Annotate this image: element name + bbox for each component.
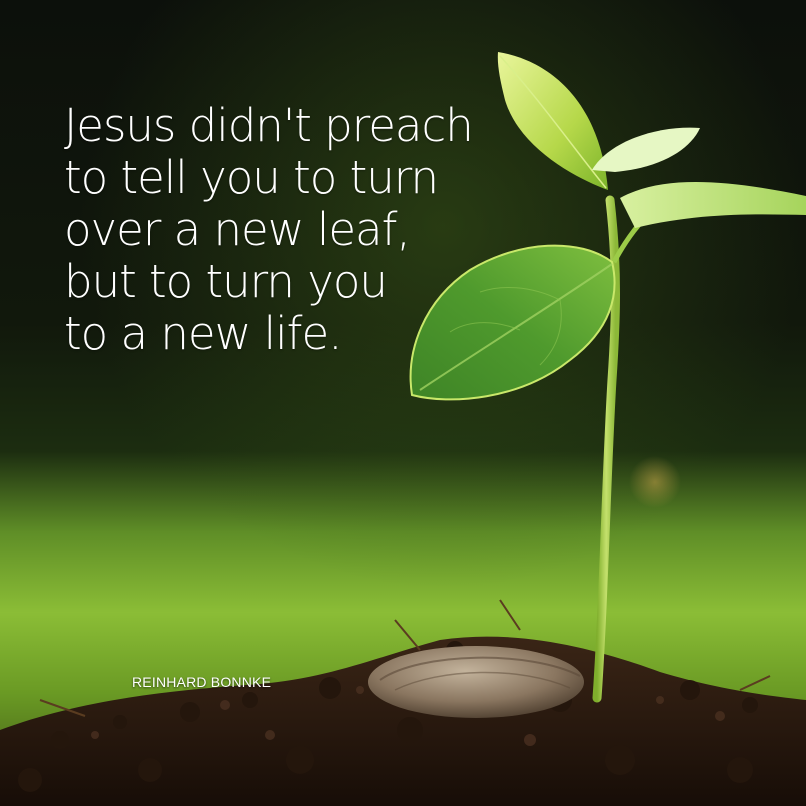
quote-line: to a new life.	[64, 307, 342, 360]
author-name: REINHARD BONNKE	[132, 674, 272, 690]
quote-line: but to turn you	[64, 255, 387, 308]
quote-text	[64, 100, 524, 360]
quote-line: Jesus didn't preach	[64, 99, 473, 152]
quote-line: over a new leaf,	[64, 203, 410, 256]
quote-line: to tell you to turn	[64, 151, 438, 204]
